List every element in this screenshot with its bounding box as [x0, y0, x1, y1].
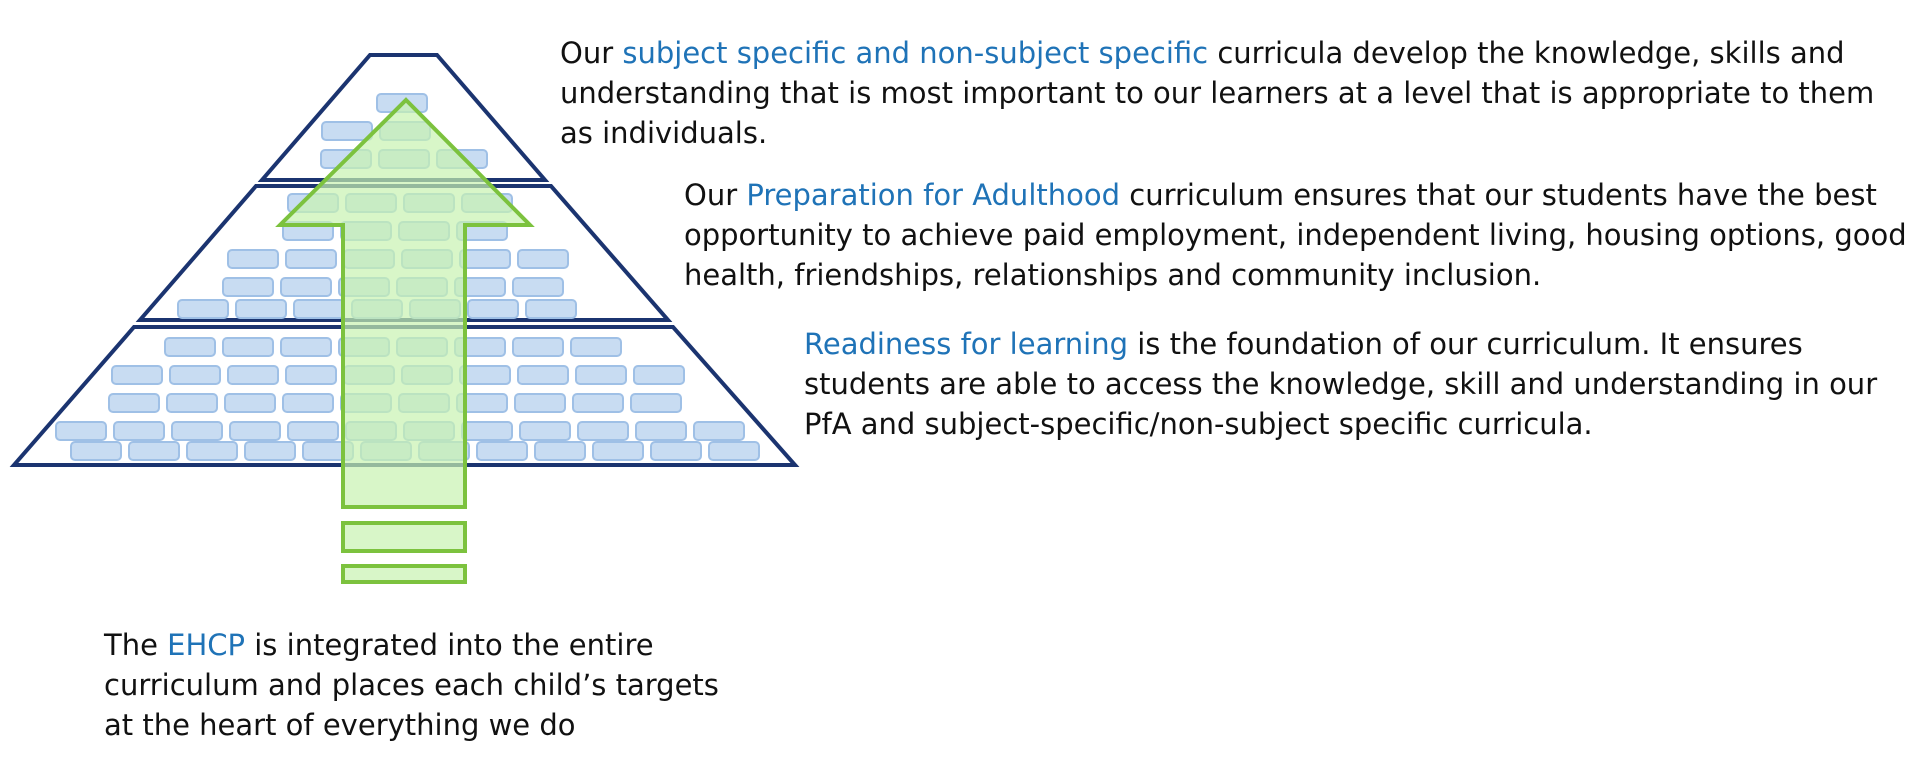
pyramid-brick	[535, 442, 585, 460]
arrow-base-bar-1	[343, 523, 465, 551]
pyramid-brick	[636, 422, 686, 440]
pyramid-brick	[172, 422, 222, 440]
caption-text: The	[104, 628, 168, 662]
pyramid-brick	[71, 442, 121, 460]
pyramid-brick	[236, 300, 286, 318]
pyramid-brick	[286, 250, 336, 268]
ehcp-caption	[104, 625, 744, 745]
pyramid-brick	[286, 366, 336, 384]
pyramid-brick	[245, 442, 295, 460]
arrow-base-bar-2	[343, 566, 465, 582]
pyramid-brick	[56, 422, 106, 440]
caption-text: is the foundation of our curriculum. It ensures students are able to access the knowledge, skill and understanding in our PfA and subject-specific/non-subject specific curricula.	[804, 327, 1878, 441]
pyramid-brick	[593, 442, 643, 460]
caption-text: curriculum ensures that our students have the best opportunity to achieve paid employment, independent living, housing options, good health, friendships, relationships and community inclusion.	[684, 178, 1907, 292]
pyramid-brick	[170, 366, 220, 384]
caption-text: curricula develop the knowledge, skills and understanding that is most important to our learners at a level that is appropriate to them as individuals.	[560, 36, 1875, 150]
pyramid-brick	[526, 300, 576, 318]
pyramid-brick	[230, 422, 280, 440]
pyramid-brick	[288, 422, 338, 440]
pyramid-brick	[294, 300, 344, 318]
pyramid-brick	[578, 422, 628, 440]
pyramid-brick	[228, 250, 278, 268]
pyramid-brick	[187, 442, 237, 460]
pyramid-brick	[322, 122, 372, 140]
pyramid-brick	[651, 442, 701, 460]
pyramid-brick	[223, 338, 273, 356]
pyramid-brick	[223, 278, 273, 296]
pyramid-brick	[571, 338, 621, 356]
caption-highlight: subject specific and non-subject specific	[622, 36, 1209, 70]
caption-text: is integrated into the entire curriculum and places each child’s targets at the heart of everything we do	[104, 628, 719, 742]
pyramid-brick	[477, 442, 527, 460]
caption-text: Our	[684, 178, 747, 212]
pyramid-brick	[460, 366, 510, 384]
caption-highlight: Readiness for learning	[804, 327, 1128, 361]
pyramid-brick	[518, 366, 568, 384]
pyramid-brick	[114, 422, 164, 440]
caption-highlight: Preparation for Adulthood	[746, 178, 1121, 212]
pyramid-brick	[129, 442, 179, 460]
pyramid-brick	[634, 366, 684, 384]
caption-highlight: EHCP	[167, 628, 246, 662]
pyramid-brick	[167, 394, 217, 412]
pyramid-brick	[573, 394, 623, 412]
subject-curricula-caption	[560, 33, 1905, 153]
pfa-curriculum-caption	[684, 175, 1920, 295]
pyramid-brick	[709, 442, 759, 460]
pyramid-brick	[462, 422, 512, 440]
pyramid-brick	[460, 250, 510, 268]
pyramid-brick	[281, 278, 331, 296]
pyramid-brick	[112, 366, 162, 384]
pyramid-brick	[228, 366, 278, 384]
pyramid-brick	[225, 394, 275, 412]
pyramid-brick	[283, 394, 333, 412]
pyramid-brick	[281, 338, 331, 356]
pyramid-brick	[518, 250, 568, 268]
pyramid-brick	[178, 300, 228, 318]
pyramid-brick	[631, 394, 681, 412]
pyramid-brick	[468, 300, 518, 318]
pyramid-brick	[513, 278, 563, 296]
pyramid-brick	[109, 394, 159, 412]
pyramid-brick	[576, 366, 626, 384]
pyramid-brick	[513, 338, 563, 356]
pyramid-brick	[165, 338, 215, 356]
pyramid-brick	[520, 422, 570, 440]
caption-text: Our	[560, 36, 623, 70]
pyramid-brick	[694, 422, 744, 440]
readiness-for-learning-caption	[804, 324, 1904, 444]
pyramid-brick	[515, 394, 565, 412]
